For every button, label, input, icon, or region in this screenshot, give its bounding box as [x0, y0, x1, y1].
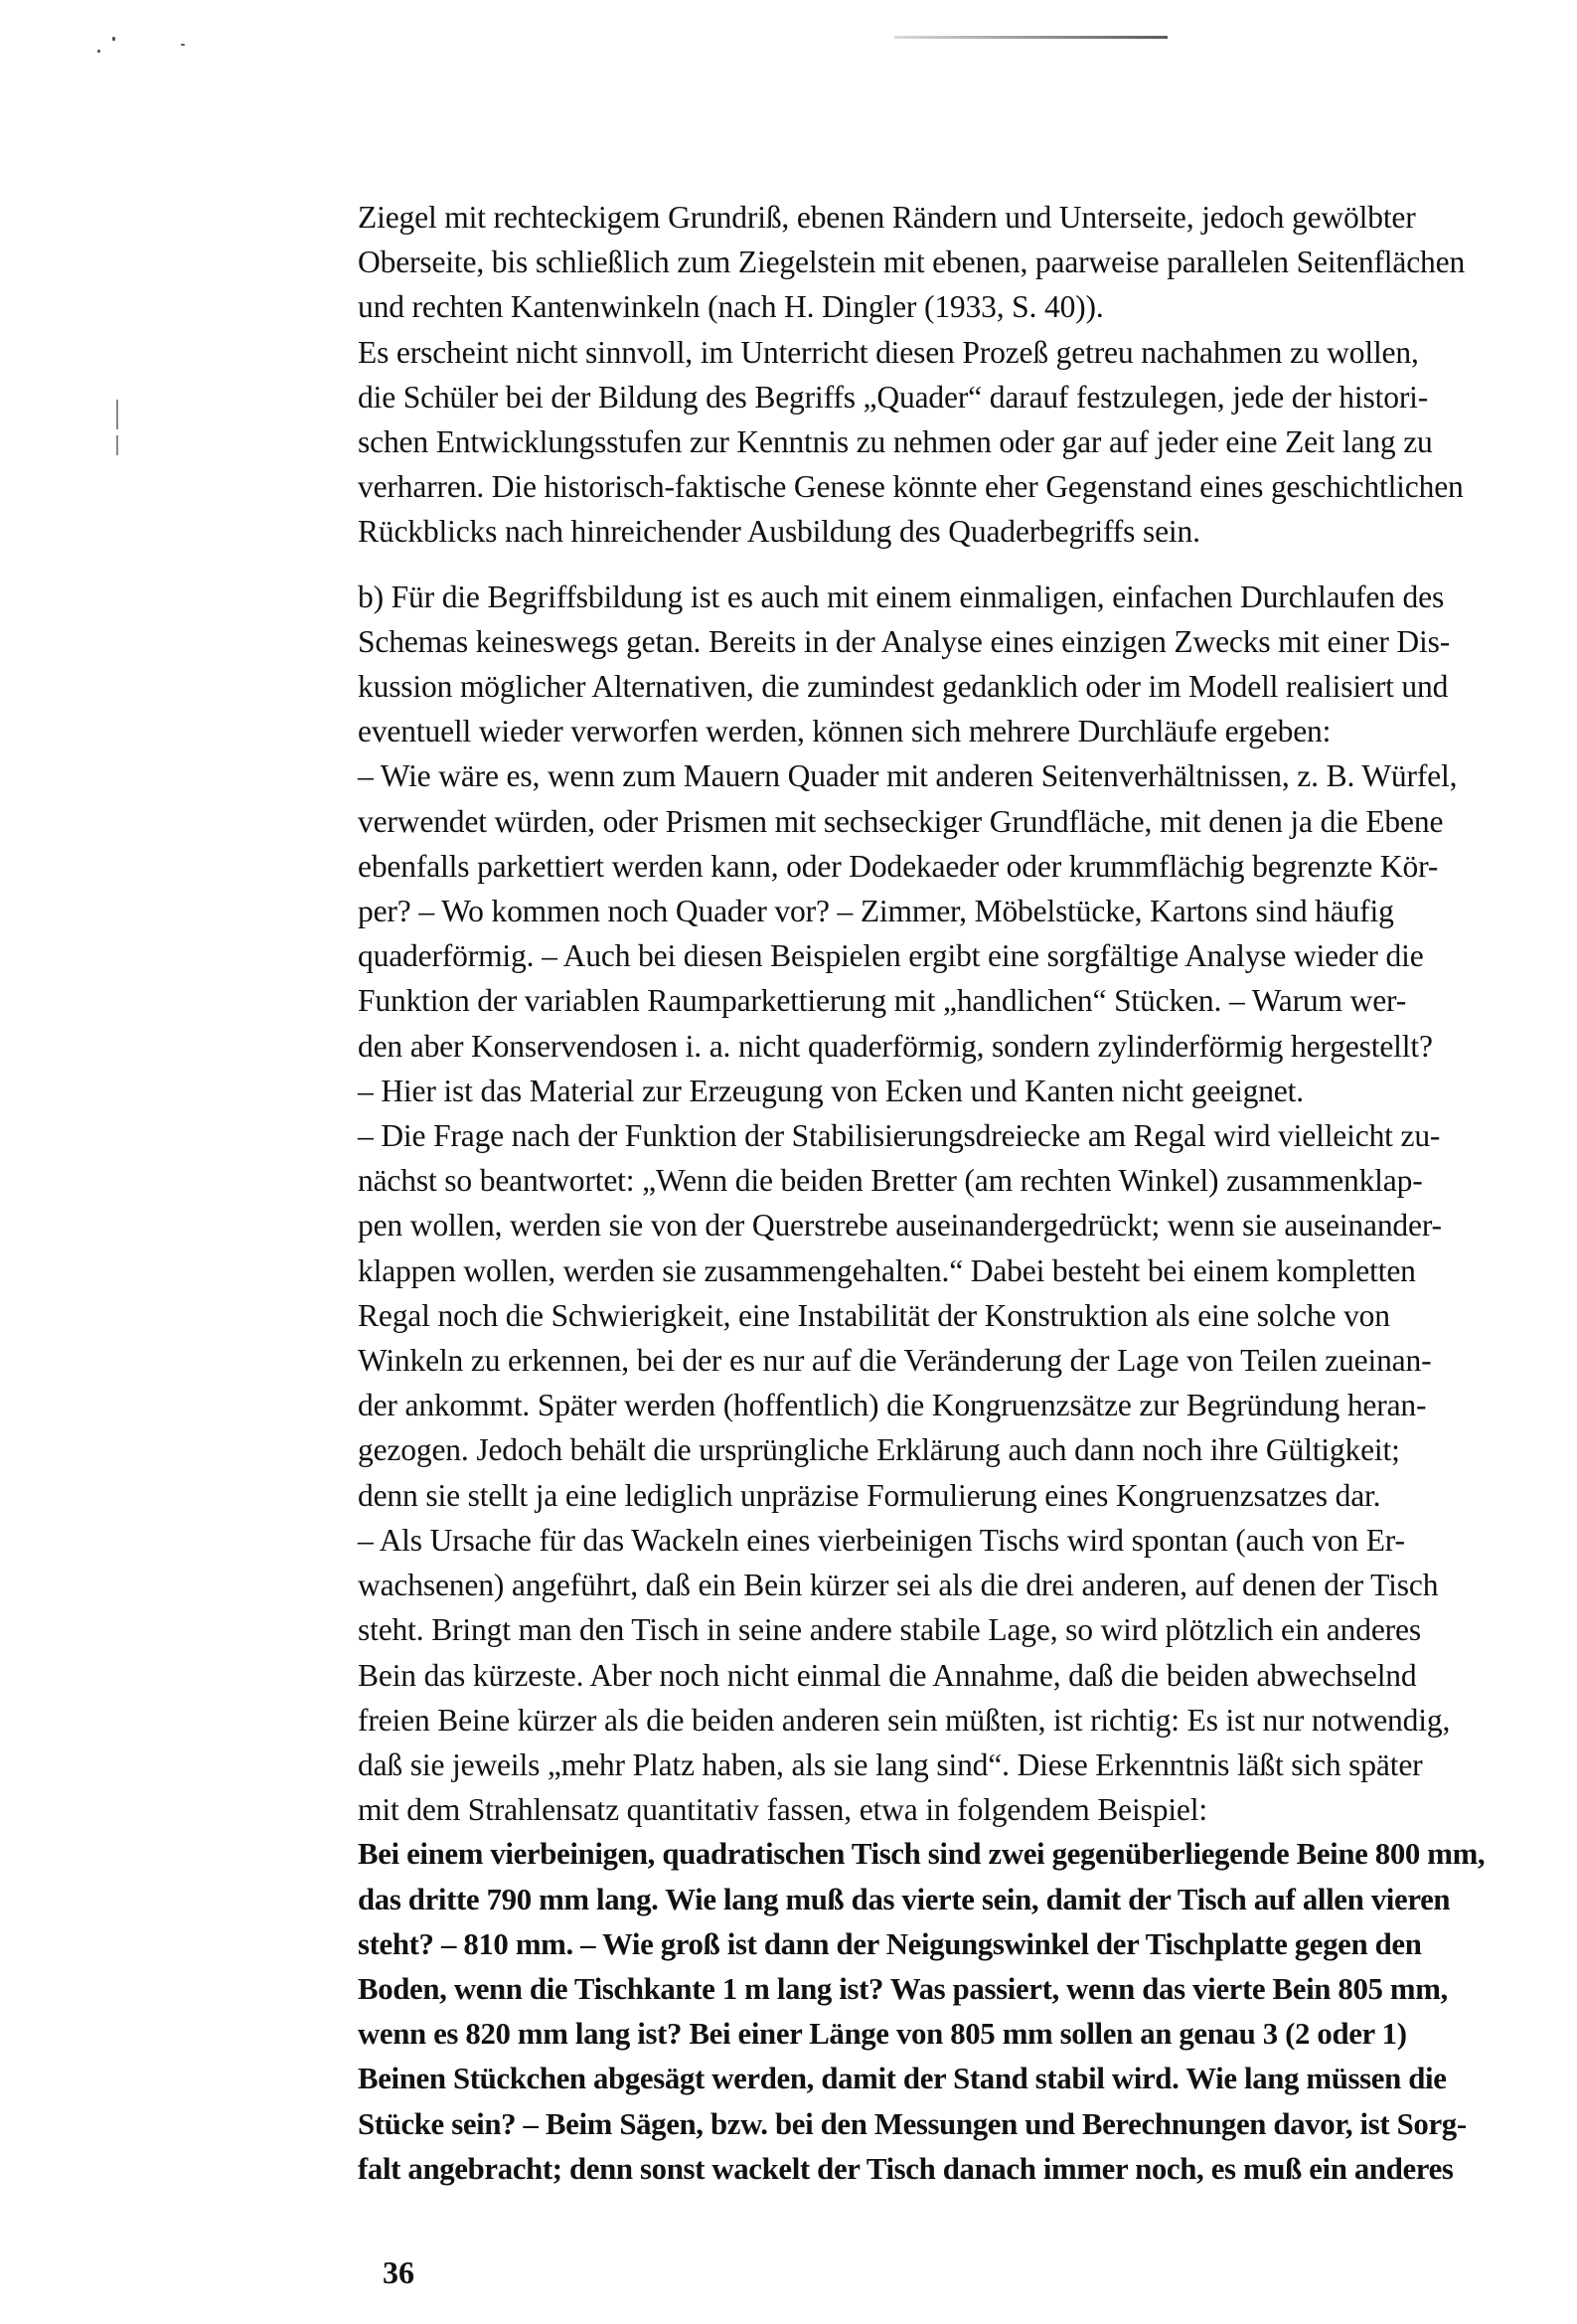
text-line: klappen wollen, werden sie zusammengehalten.“ Dabei besteht bei einem kompletten [358, 1252, 1416, 1288]
text-line: mit dem Strahlensatz quantitativ fassen, etwa in folgendem Beispiel: [358, 1792, 1207, 1828]
text-line: wachsenen) angeführt, daß ein Bein kürzer sei als die drei anderen, auf denen der Tisch [358, 1568, 1439, 1603]
text-line: eventuell wieder verworfen werden, können sich mehrere Durchläufe ergeben: [358, 714, 1332, 749]
text-line: falt angebracht; denn sonst wackelt der Tisch danach immer noch, es muß ein anderes [358, 2151, 1454, 2186]
text-line: – Die Frage nach der Funktion der Stabilisierungsdreiecke am Regal wird vielleicht zu- [358, 1118, 1441, 1154]
text-line: gezogen. Jedoch behält die ursprüngliche Erklärung auch dann noch ihre Gültigkeit; [358, 1432, 1400, 1468]
text-line: steht. Bringt man den Tisch in seine andere stabile Lage, so wird plötzlich ein anderes [358, 1612, 1421, 1648]
text-line: den aber Konservendosen i. a. nicht quaderförmig, sondern zylinderförmig hergestellt? [358, 1028, 1433, 1064]
margin-mark [116, 400, 118, 429]
text-line: denn sie stellt ja eine lediglich unpräzise Formulierung eines Kongruenzsatzes dar. [358, 1477, 1381, 1513]
text-line: das dritte 790 mm lang. Wie lang muß das vierte sein, damit der Tisch auf allen vieren [358, 1882, 1451, 1916]
text-line: verwendet würden, oder Prismen mit sechseckiger Grundfläche, mit denen ja die Ebene [358, 803, 1444, 839]
text-line: verharren. Die historisch-faktische Genese könnte eher Gegenstand eines geschichtlichen [358, 469, 1464, 505]
margin-mark [116, 435, 118, 455]
text-line: Regal noch die Schwierigkeit, eine Instabilität der Konstruktion als eine solche von [358, 1297, 1390, 1333]
paragraph-2 [358, 330, 1572, 555]
paragraph-3 [358, 575, 1572, 1833]
text-line: schen Entwicklungsstufen zur Kenntnis zu nehmen oder gar auf jeder eine Zeit lang zu [358, 424, 1433, 460]
text-line: ebenfalls parkettiert werden kann, oder Dodekaeder oder krummflächig begrenzte Kör- [358, 848, 1439, 884]
text-line: Ziegel mit rechteckigem Grundriß, ebenen Rändern und Unterseite, jedoch gewölbter [358, 200, 1416, 235]
scan-speck [112, 37, 115, 41]
text-line: wenn es 820 mm lang ist? Bei einer Länge von 805 mm sollen an genau 3 (2 oder 1) [358, 2017, 1407, 2052]
paragraph-gap [358, 555, 1572, 575]
text-line: b) Für die Begriffsbildung ist es auch mit einem einmaligen, einfachen Durchlaufen des [358, 579, 1445, 614]
text-line: der ankommt. Später werden (hoffentlich) die Kongruenzsätze zur Begründung heran- [358, 1388, 1427, 1423]
text-line: nächst so beantwortet: „Wenn die beiden Bretter (am rechten Winkel) zusammenklap- [358, 1163, 1423, 1199]
text-line: Beinen Stückchen abgesägt werden, damit der Stand stabil wird. Wie lang müssen die [358, 2062, 1447, 2096]
scan-top-rule [894, 36, 1168, 39]
text-line: freien Beine kürzer als die beiden anderen sein müßten, ist richtig: Es ist nur notwendig, [358, 1702, 1451, 1738]
text-line: Bein das kürzeste. Aber noch nicht einmal die Annahme, daß die beiden abwechselnd [358, 1657, 1417, 1693]
text-line: und rechten Kantenwinkeln (nach H. Dingler (1933, S. 40)). [358, 289, 1104, 325]
paragraph-4 [358, 1832, 1572, 2192]
scan-speck [181, 44, 185, 46]
text-line: Schemas keineswegs getan. Bereits in der Analyse eines einzigen Zwecks mit einer Dis- [358, 623, 1451, 659]
text-line: Es erscheint nicht sinnvoll, im Unterricht diesen Prozeß getreu nachahmen zu wollen, [358, 334, 1419, 370]
text-line: per? – Wo kommen noch Quader vor? – Zimmer, Möbelstücke, Kartons sind häufig [358, 894, 1394, 929]
text-line: daß sie jeweils „mehr Platz haben, als sie lang sind“. Diese Erkenntnis läßt sich später [358, 1746, 1423, 1782]
text-line: die Schüler bei der Bildung des Begriffs „Quader“ darauf festzulegen, jede der histori- [358, 379, 1429, 415]
text-line: Oberseite, bis schließlich zum Ziegelstein mit ebenen, paarweise parallelen Seitenflächen [358, 245, 1466, 280]
text-line: pen wollen, werden sie von der Querstrebe auseinandergedrückt; wenn sie auseinander- [358, 1208, 1442, 1244]
text-line: – Hier ist das Material zur Erzeugung von Ecken und Kanten nicht geeignet. [358, 1073, 1304, 1108]
page-number: 36 [383, 2254, 414, 2290]
text-line: steht? – 810 mm. – Wie groß ist dann der Neigungswinkel der Tischplatte gegen den [358, 1926, 1422, 1961]
text-line: Winkeln zu erkennen, bei der es nur auf die Veränderung der Lage von Teilen zueinan- [358, 1343, 1432, 1379]
body-text [358, 195, 1572, 2192]
text-line: Bei einem vierbeinigen, quadratischen Tisch sind zwei gegenüberliegende Beine 800 mm, [358, 1837, 1486, 1872]
scan-speck [97, 50, 100, 53]
text-line: – Als Ursache für das Wackeln eines vierbeinigen Tischs wird spontan (auch von Er- [358, 1522, 1405, 1558]
text-line: kussion möglicher Alternativen, die zumindest gedanklich oder im Modell realisiert und [358, 669, 1449, 705]
text-line: Boden, wenn die Tischkante 1 m lang ist? Was passiert, wenn das vierte Bein 805 mm, [358, 1971, 1448, 2006]
paragraph-1 [358, 195, 1572, 330]
text-line: Rückblicks nach hinreichender Ausbildung des Quaderbegriffs sein. [358, 514, 1200, 550]
text-line: – Wie wäre es, wenn zum Mauern Quader mit anderen Seitenverhältnissen, z. B. Würfel, [358, 758, 1458, 794]
text-line: Stücke sein? – Beim Sägen, bzw. bei den Messungen und Berechnungen davor, ist Sorg- [358, 2106, 1467, 2141]
text-line: quaderförmig. – Auch bei diesen Beispielen ergibt eine sorgfältige Analyse wieder die [358, 938, 1424, 974]
text-line: Funktion der variablen Raumparkettierung mit „handlichen“ Stücken. – Warum wer- [358, 983, 1407, 1019]
